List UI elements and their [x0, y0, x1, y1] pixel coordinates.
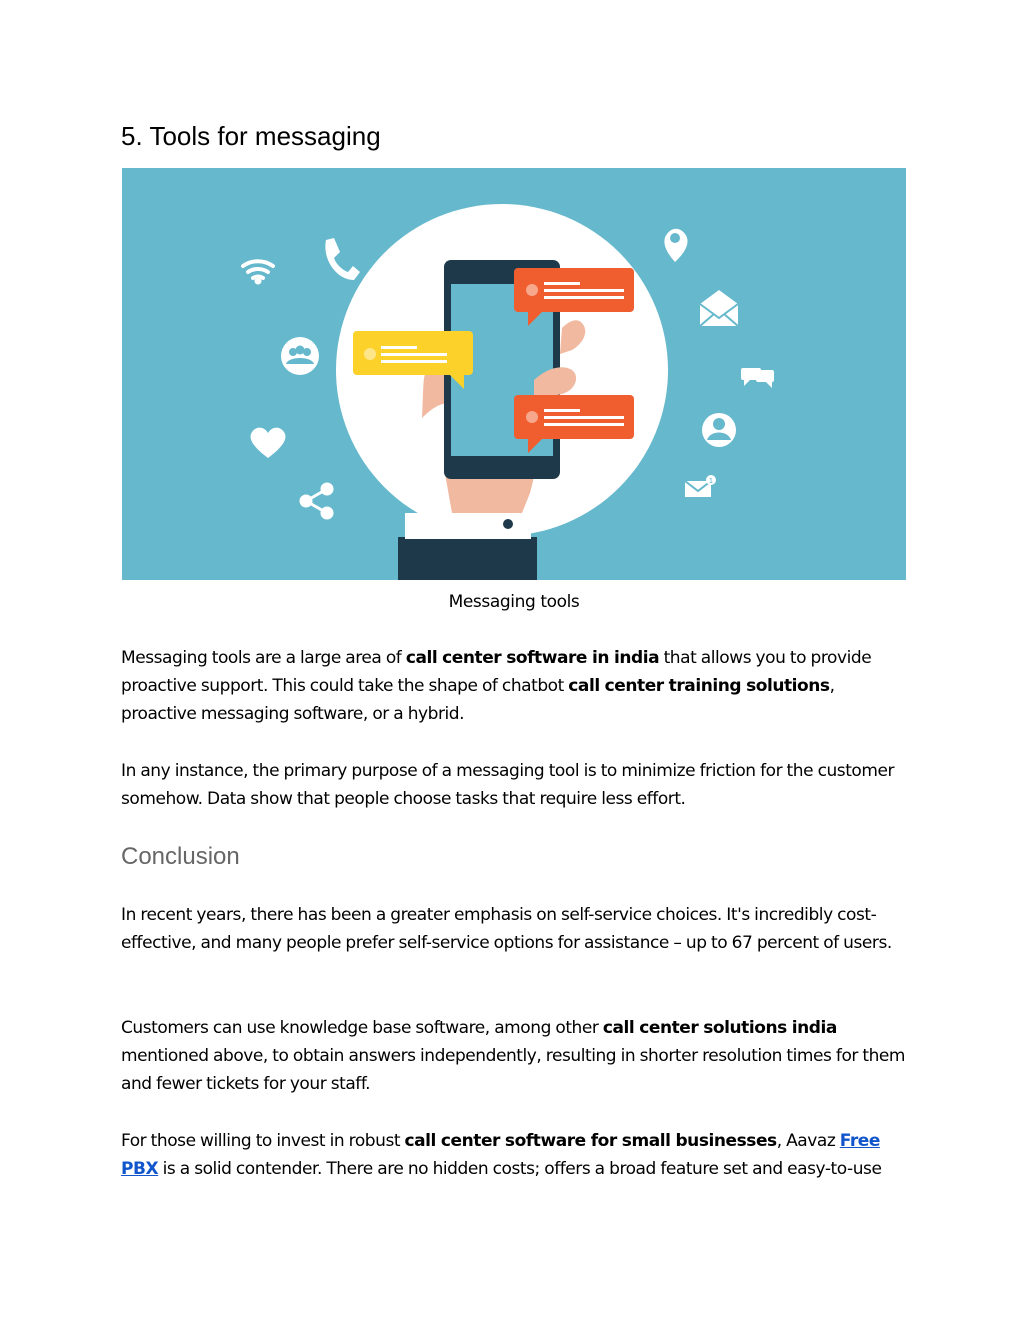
free-pbx-link[interactable]: Free PBX: [121, 1131, 880, 1179]
messaging-tools-illustration: [122, 168, 906, 580]
paragraph-primary-purpose: In any instance, the primary purpose of a messaging tool is to minimize friction for the customer somehow. Data show that people choose tasks that require less effort.: [121, 761, 895, 809]
text-run: is a solid contender. There are no hidden costs; offers a broad feature set and easy-to-use: [158, 1159, 882, 1179]
section-heading: 5. Tools for messaging: [121, 121, 381, 151]
cuff-button: [503, 519, 513, 529]
chat-icon: [741, 368, 774, 388]
bold-keyword: call center training solutions: [568, 676, 830, 696]
bold-keyword: call center software in india: [405, 648, 660, 668]
sleeve: [398, 537, 537, 580]
mail-icon: [700, 290, 738, 326]
bold-keyword: call center solutions india: [602, 1018, 837, 1038]
conclusion-heading: Conclusion: [121, 843, 240, 870]
group-icon: [281, 337, 319, 375]
paragraph-messaging-tools: [121, 644, 911, 728]
location-pin-icon: [664, 229, 687, 262]
wifi-icon: [243, 261, 273, 282]
figure-caption: Messaging tools: [448, 592, 580, 612]
paragraph-self-service: In recent years, there has been a greater emphasis on self-service choices. It's incredibly cost-effective, and many people prefer self-service options for assistance – up to 67 percent of users.: [121, 905, 892, 953]
user-icon: [702, 413, 736, 447]
text-run: Messaging tools are a large area of: [121, 648, 406, 668]
share-icon: [301, 484, 332, 518]
svg-text:1: 1: [708, 477, 714, 485]
text-run: that allows you to provide proactive support. This could take the shape of chatbot: [121, 648, 872, 696]
text-run: , proactive messaging software, or a hybrid.: [121, 676, 835, 724]
text-run: , Aavaz: [776, 1131, 840, 1151]
text-run: For those willing to invest in robust: [121, 1131, 405, 1151]
phone-icon: [325, 238, 360, 280]
text-run: mentioned above, to obtain answers independently, resulting in shorter resolution times for them and fewer tickets for your staff.: [121, 1046, 906, 1094]
bold-keyword: call center software for small businesses: [404, 1131, 777, 1151]
mail-notification-icon: [685, 475, 716, 497]
heart-icon: [251, 428, 286, 458]
paragraph-free-pbx: [121, 1127, 911, 1183]
text-run: Customers can use knowledge base software, among other: [121, 1018, 603, 1038]
paragraph-knowledge-base: [121, 1014, 911, 1098]
